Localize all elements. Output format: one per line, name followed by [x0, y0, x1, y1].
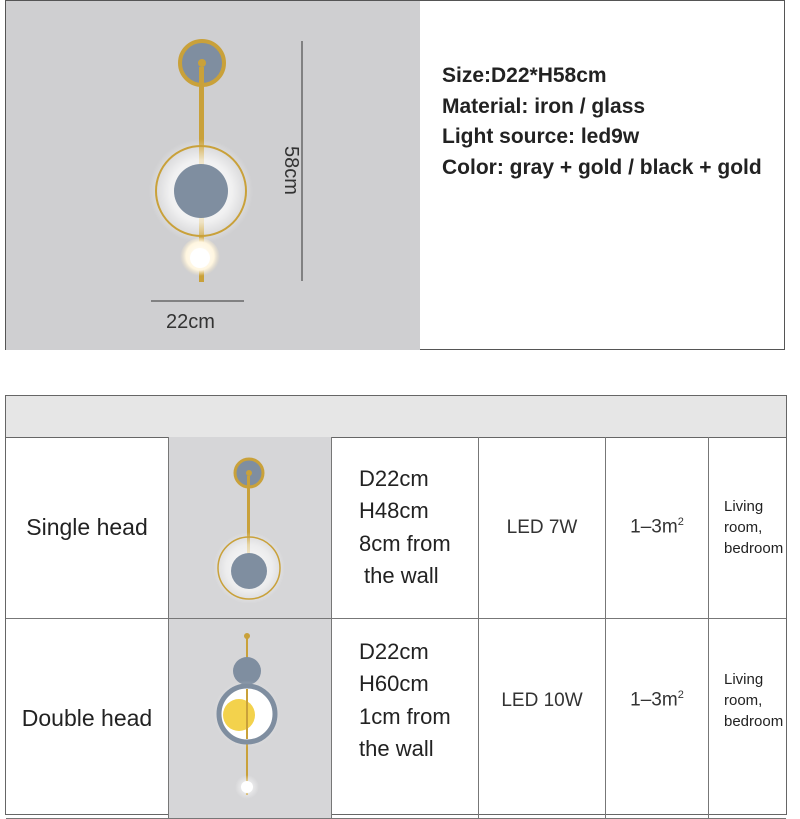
height-dimension-label: 58cm — [280, 146, 302, 195]
dim-line: D22cm — [359, 465, 429, 491]
dim-line: the wall — [364, 563, 439, 588]
width-dimension-label: 22cm — [166, 311, 215, 333]
dim-line: 1cm from — [359, 703, 451, 729]
table-cell-light — [479, 619, 606, 819]
spec-material: Material: iron / glass — [442, 94, 646, 118]
variant-light: LED 10W — [501, 689, 583, 711]
table-cell-name — [6, 619, 169, 819]
table-cell-rooms — [709, 437, 786, 619]
variant-dimensions — [332, 636, 451, 766]
table-cell-light — [479, 437, 606, 619]
dim-line: D22cm — [359, 638, 429, 664]
variant-image-double — [169, 619, 332, 819]
variant-area: $1-3m^2$ — [630, 516, 684, 538]
dim-line: H60cm — [359, 671, 429, 696]
dim-line: the wall — [359, 736, 434, 761]
double-head-lamp-image — [169, 619, 331, 819]
variant-table — [5, 395, 787, 815]
table-cell-area — [606, 437, 709, 619]
dim-line: 8cm from — [359, 530, 451, 556]
dim-line: H48cm — [359, 498, 429, 523]
variant-name: Single head — [26, 514, 148, 540]
table-cell-rooms — [709, 619, 786, 819]
variant-name: Double head — [21, 705, 153, 731]
variant-light: LED 7W — [506, 516, 578, 538]
lamp-photo — [6, 1, 420, 350]
table-cell-name — [6, 437, 169, 619]
table-cell-area — [606, 619, 709, 819]
variant-area: $1-3m^2$ — [630, 689, 684, 711]
variant-rooms: Living room, bedroom — [724, 671, 784, 730]
variant-image-single — [169, 437, 332, 619]
table-cell-dimensions — [332, 437, 479, 619]
spec-size: Size:D22*H58cm — [442, 64, 607, 87]
spec-list — [442, 61, 762, 183]
variant-rooms: Living room, bedroom — [724, 498, 784, 557]
table-header — [6, 396, 786, 438]
spec-color: Color: gray + gold / black + gold — [442, 155, 762, 179]
table-cell-dimensions — [332, 619, 479, 819]
lamp-illustration — [6, 1, 420, 350]
spec-light-source: Light source: led9w — [442, 125, 640, 148]
product-spec-panel — [5, 0, 785, 350]
variant-dimensions — [332, 463, 451, 593]
single-head-lamp-image — [169, 437, 331, 618]
